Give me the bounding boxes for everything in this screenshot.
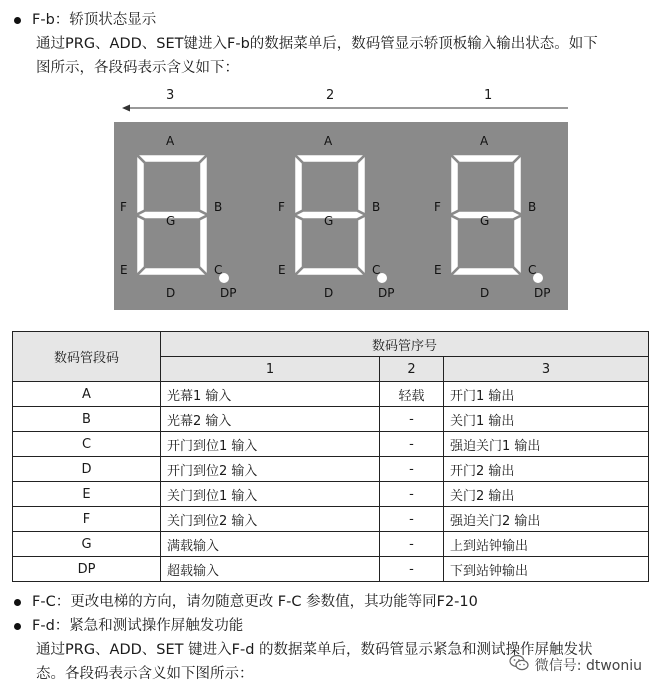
cell-digit-1: 光幕1 输入 xyxy=(161,382,380,407)
cell-segment-code: A xyxy=(13,382,161,407)
segment-label-e: E xyxy=(434,263,442,277)
cell-segment-code: F xyxy=(13,507,161,532)
digit-number-1: 1 xyxy=(484,88,493,103)
segment-label-a: A xyxy=(480,134,489,148)
table-row xyxy=(13,482,649,507)
segment-label-g: G xyxy=(324,214,334,228)
cell-segment-code: E xyxy=(13,482,161,507)
cell-digit-2: - xyxy=(380,432,444,457)
table-row xyxy=(13,557,649,582)
cell-segment-code: B xyxy=(13,407,161,432)
table-row xyxy=(13,532,649,557)
cell-segment-code: D xyxy=(13,457,161,482)
cell-digit-1: 关门到位1 输入 xyxy=(161,482,380,507)
cell-digit-2: - xyxy=(380,407,444,432)
cell-digit-3: 强迫关门1 输出 xyxy=(444,432,649,457)
segment-e xyxy=(136,215,145,276)
segment-label-d: D xyxy=(166,286,176,300)
segment-label-f: F xyxy=(278,200,285,214)
segment-label-e: E xyxy=(278,263,286,277)
segment-label-b: B xyxy=(372,200,381,214)
cell-digit-1: 满载输入 xyxy=(161,532,380,557)
segment-code-table xyxy=(12,331,649,582)
segment-label-c: C xyxy=(372,263,381,277)
watermark xyxy=(509,654,642,676)
cell-digit-2: - xyxy=(380,507,444,532)
cell-digit-3: 上到站钟输出 xyxy=(444,532,649,557)
header-segment-code: 数码管段码 xyxy=(13,332,161,382)
cell-digit-3: 下到站钟输出 xyxy=(444,557,649,582)
segment-a xyxy=(294,154,366,163)
cell-digit-2: - xyxy=(380,557,444,582)
segment-b xyxy=(357,154,366,215)
segment-a xyxy=(450,154,522,163)
header-digit-1: 1 xyxy=(161,357,380,382)
cell-digit-3: 强迫关门2 输出 xyxy=(444,507,649,532)
segment-label-c: C xyxy=(528,263,537,277)
fc-heading: F-C：更改电梯的方向，请勿随意更改 F-C 参数值，其功能等同F2-10 xyxy=(32,594,478,610)
segment-b xyxy=(513,154,522,215)
cell-digit-1: 开门到位1 输入 xyxy=(161,432,380,457)
segment-label-e: E xyxy=(120,263,128,277)
segment-label-b: B xyxy=(528,200,537,214)
fb-paragraph-line2: 图所示，各段码表示含义如下： xyxy=(36,60,239,76)
segment-f xyxy=(294,154,303,215)
segment-label-a: A xyxy=(324,134,333,148)
watermark-text: 微信号: dtwoniu xyxy=(534,658,642,674)
table-row xyxy=(13,507,649,532)
digit-number-3: 3 xyxy=(166,88,175,103)
segment-f xyxy=(136,154,145,215)
segment-label-d: D xyxy=(324,286,334,300)
header-digit-2: 2 xyxy=(380,357,444,382)
fd-heading: F-d：紧急和测试操作屏触发功能 xyxy=(32,618,244,634)
cell-digit-2: - xyxy=(380,532,444,557)
cell-segment-code: C xyxy=(13,432,161,457)
segment-e xyxy=(450,215,459,276)
fb-heading: F-b：轿顶状态显示 xyxy=(32,12,157,28)
digit-order-arrow xyxy=(122,103,570,113)
digit-number-2: 2 xyxy=(326,88,335,103)
segment-label-dp: DP xyxy=(534,286,551,300)
segment-label-a: A xyxy=(166,134,175,148)
cell-digit-2: - xyxy=(380,457,444,482)
segment-label-d: D xyxy=(480,286,490,300)
cell-digit-3: 开门1 输出 xyxy=(444,382,649,407)
segment-f xyxy=(450,154,459,215)
cell-digit-2: - xyxy=(380,482,444,507)
fb-paragraph-line1: 通过PRG、ADD、SET键进入F-b的数据菜单后，数码管显示轿顶板输入输出状态。如下 xyxy=(36,36,598,52)
segment-b xyxy=(199,154,208,215)
cell-digit-3: 关门1 输出 xyxy=(444,407,649,432)
cell-digit-1: 超载输入 xyxy=(161,557,380,582)
segment-d xyxy=(294,267,366,276)
bullet-fd xyxy=(14,623,21,630)
segment-d xyxy=(450,267,522,276)
wechat-icon xyxy=(509,654,529,676)
segment-label-g: G xyxy=(480,214,490,228)
table-row xyxy=(13,407,649,432)
segment-label-b: B xyxy=(214,200,223,214)
cell-digit-3: 关门2 输出 xyxy=(444,482,649,507)
segment-label-dp: DP xyxy=(220,286,237,300)
cell-segment-code: G xyxy=(13,532,161,557)
cell-segment-code: DP xyxy=(13,557,161,582)
fd-paragraph-line1: 通过PRG、ADD、SET 键进入F-d 的数据菜单后，数码管显示紧急和测试操作屏触发状 xyxy=(36,642,593,658)
segment-e xyxy=(294,215,303,276)
segment-d xyxy=(136,267,208,276)
segment-label-dp: DP xyxy=(378,286,395,300)
segment-label-g: G xyxy=(166,214,176,228)
cell-digit-1: 开门到位2 输入 xyxy=(161,457,380,482)
cell-digit-1: 关门到位2 输入 xyxy=(161,507,380,532)
segment-label-f: F xyxy=(434,200,441,214)
cell-digit-1: 光幕2 输入 xyxy=(161,407,380,432)
cell-digit-3: 开门2 输出 xyxy=(444,457,649,482)
seven-segment-display xyxy=(114,122,568,310)
bullet-fc xyxy=(14,599,21,606)
segment-label-c: C xyxy=(214,263,223,277)
segment-label-f: F xyxy=(120,200,127,214)
table-row xyxy=(13,382,649,407)
segment-a xyxy=(136,154,208,163)
fd-paragraph-line2: 态。各段码表示含义如下图所示： xyxy=(36,666,254,682)
bullet-fb xyxy=(14,17,21,24)
table-row xyxy=(13,457,649,482)
header-digit-sequence: 数码管序号 xyxy=(161,332,649,357)
header-digit-3: 3 xyxy=(444,357,649,382)
table-row xyxy=(13,432,649,457)
cell-digit-2: 轻载 xyxy=(380,382,444,407)
